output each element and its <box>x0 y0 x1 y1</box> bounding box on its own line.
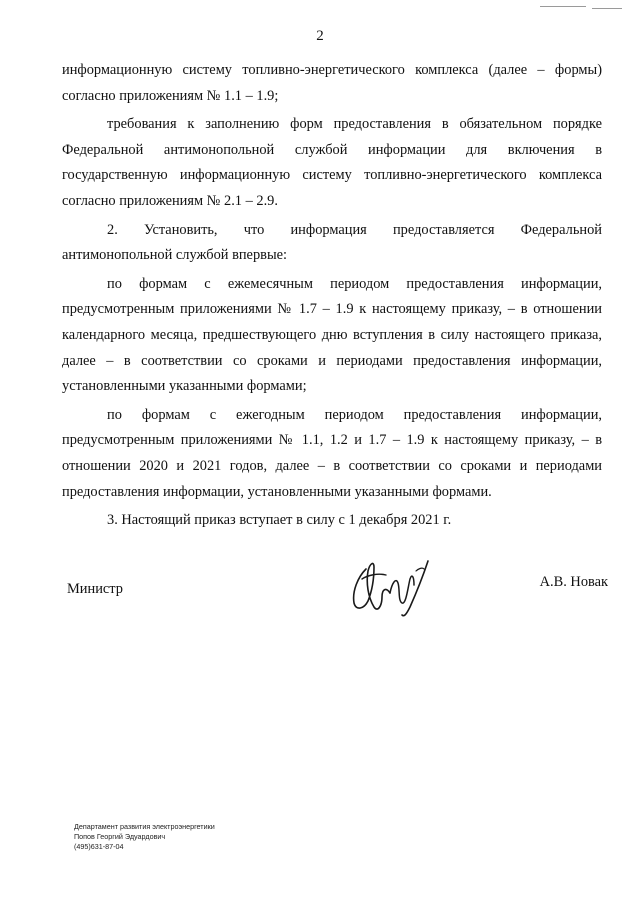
page-number: 2 <box>316 28 324 44</box>
document-body <box>62 58 602 534</box>
scan-artifact-line <box>592 8 622 9</box>
executor-footer <box>74 822 215 852</box>
paragraph-item-2: 2. Установить, что информация предоставляется Федеральной антимонопольной службой впервые: <box>62 221 602 264</box>
footer-phone: (495)631-87-04 <box>74 842 124 851</box>
paragraph-item-3: 3. Настоящий приказ вступает в силу с 1 декабря 2021 г. <box>107 512 452 529</box>
footer-department: Департамент развития электроэнергетики <box>74 822 215 831</box>
scan-artifact-line <box>540 6 586 7</box>
signatory-title: Министр <box>67 581 123 597</box>
paragraph-requirements: требования к заполнению форм предоставления в обязательном порядке Федеральной антимонопольной службой информации для включения в государственную информационную систему топливно-энергетического комплекса согласно приложениям № 2.1 – 2.9. <box>62 116 602 209</box>
paragraph-monthly-forms: по формам с ежемесячным периодом предоставления информации, предусмотренным приложениями № 1.7 – 1.9 к настоящему приказу, – в отношении календарного месяца, предшествующего дню вступления в силу настоящего приказа, далее – в соответствии со сроками и периодами предоставления информации, установленными указанными формами; <box>62 275 602 395</box>
signature-block <box>62 565 608 625</box>
signatory-name: А.В. Новак <box>539 574 608 590</box>
footer-executor: Попов Георгий Эдуардович <box>74 832 166 841</box>
paragraph-forms-info: информационную систему топливно-энергетического комплекса (далее – формы) согласно приложениям № 1.1 – 1.9; <box>62 62 602 104</box>
paragraph-yearly-forms: по формам с ежегодным периодом предоставления информации, предусмотренным приложениями № 1.1, 1.2 и 1.7 – 1.9 к настоящему приказу, – в отношении 2020 и 2021 годов, далее – в соответствии со сроками и периодами предоставления информации, установленными указанными формами. <box>62 406 602 500</box>
handwritten-signature <box>344 557 436 619</box>
